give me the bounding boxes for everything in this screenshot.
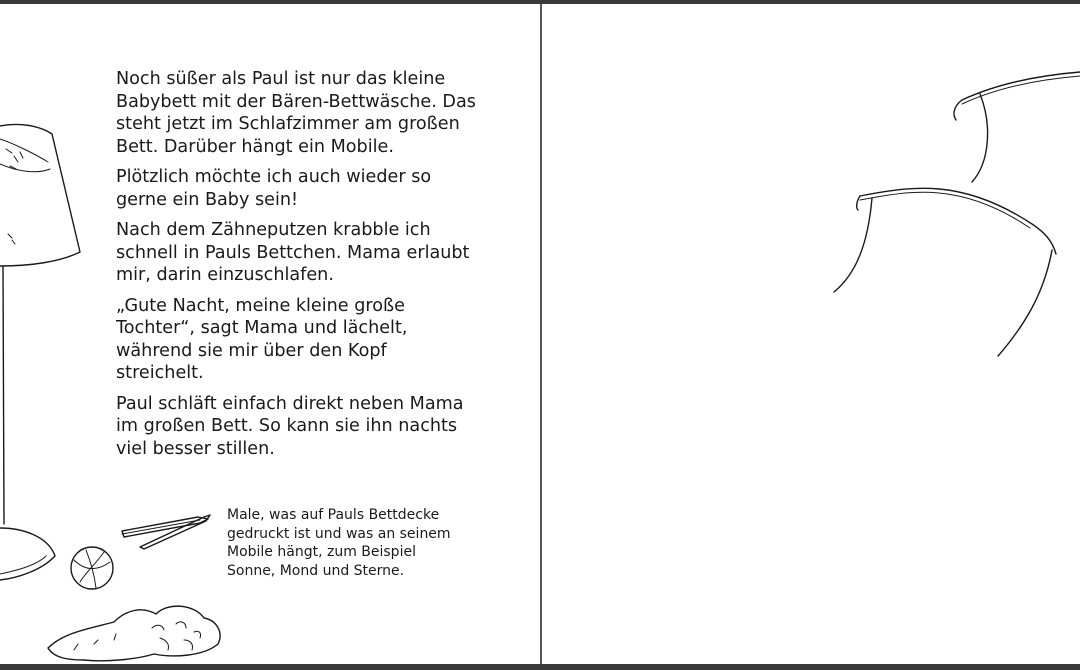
story-paragraph: Plötzlich möchte ich auch wieder so gerne ein Baby sein! (116, 167, 432, 210)
pencils-icon (118, 509, 218, 549)
left-page (0, 4, 540, 664)
teddy-bear-drawing (44, 588, 234, 668)
mobile-drawing (832, 64, 1080, 364)
story-paragraph: Paul schläft einfach direkt neben Mama im großen Bett. So kann sie ihn nachts viel besser stillen. (116, 393, 464, 459)
drawing-instruction: Male, was auf Pauls Bettdecke gedruckt ist und was an seinem Mobile hängt, zum Beispiel Sonne, Mond und Sterne. (227, 507, 451, 579)
story-paragraph: „Gute Nacht, meine kleine große Tochter“, sagt Mama und lächelt, während sie mir über den Kopf streichelt. (116, 295, 408, 383)
lamp-drawing (0, 4, 120, 604)
right-page (542, 4, 1080, 664)
story-paragraph: Noch süßer als Paul ist nur das kleine Babybett mit der Bären-Bettwäsche. Das steht jetzt im Schlafzimmer am großen Bett. Darüber hängt ein Mobile. (116, 69, 476, 157)
story-paragraph: Nach dem Zähneputzen krabble ich schnell in Pauls Bettchen. Mama erlaubt mir, darin einzuschlafen. (116, 220, 470, 285)
story-text (116, 68, 476, 468)
